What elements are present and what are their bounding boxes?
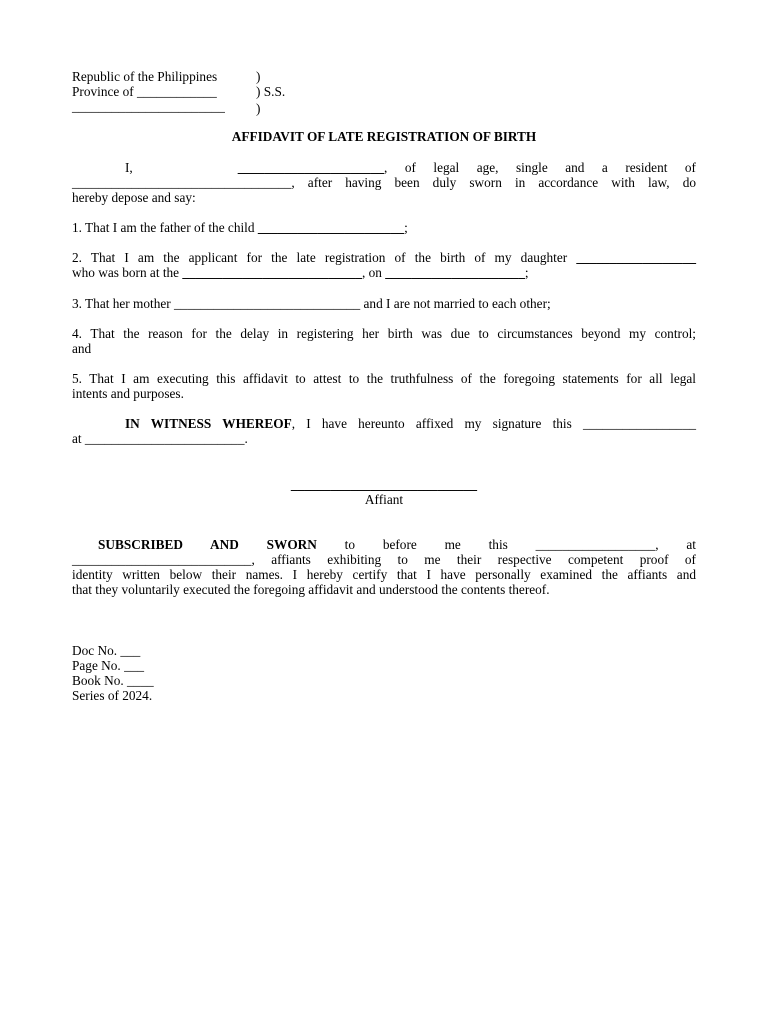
item-4-line-2: and: [72, 341, 92, 356]
doc-no: Doc No. ___: [72, 643, 141, 658]
item-5-line-2: intents and purposes.: [72, 386, 184, 401]
item-1: 1. That I am the father of the child ______________________;: [72, 220, 408, 235]
item-2-line-2: who was born at the ___________________________, on _____________________;: [72, 265, 529, 280]
series-year: Series of 2024.: [72, 688, 153, 703]
caption-province: Province of ____________: [72, 84, 217, 99]
intro-line-3: hereby depose and say:: [72, 190, 196, 205]
book-no: Book No. ____: [72, 673, 154, 688]
item-2-line-1: 2. That I am the applicant for the late registration of the birth of my daughter __________________: [72, 250, 696, 265]
item-3: 3. That her mother ____________________________ and I are not married to each other;: [72, 296, 551, 311]
jurat-line-1: SUBSCRIBED AND SWORN to before me this __________________, at: [98, 537, 696, 552]
witness-line-1: IN WITNESS WHEREOF, I have hereunto affixed my signature this _________________: [125, 416, 697, 431]
item-4-line-1: 4. That the reason for the delay in registering her birth was due to circumstances beyond my control;: [72, 326, 696, 341]
intro-line-2: _________________________________, after having been duly sworn in accordance with law, do: [72, 175, 696, 190]
name-blank: ______________________: [237, 160, 384, 175]
child-name-blank: ______________________: [257, 220, 405, 235]
caption-venue-ss: ) S.S.: [256, 84, 286, 99]
item-5-line-1: 5. That I am executing this affidavit to attest to the truthfulness of the foregoing statements for all legal: [72, 371, 696, 386]
caption-paren-3: ): [256, 101, 261, 116]
jurat-line-2: ___________________________, affiants exhibiting to me their respective competent proof of: [72, 552, 696, 567]
document-title: AFFIDAVIT OF LATE REGISTRATION OF BIRTH: [231, 129, 537, 144]
affiant-label: Affiant: [364, 492, 404, 507]
intro-line-1: I, ______________________, of legal age, single and a resident of: [125, 160, 696, 175]
page-no: Page No. ___: [72, 658, 145, 673]
jurat-line-3: identity written below their names. I hereby certify that I have personally examined the affiants and: [72, 567, 696, 582]
caption-paren-1: ): [256, 69, 261, 84]
affiant-signature-line: ____________________________: [290, 477, 478, 492]
witness-line-2: at ________________________.: [72, 431, 248, 446]
caption-republic: Republic of the Philippines: [72, 69, 218, 84]
birthdate-blank: _____________________: [385, 265, 525, 280]
daughter-name-blank: __________________: [576, 250, 696, 265]
caption-blank-line: _______________________: [72, 99, 225, 114]
jurat-line-4: that they voluntarily executed the foregoing affidavit and understood the contents thereof.: [72, 582, 550, 597]
birthplace-blank: ___________________________: [182, 265, 362, 280]
